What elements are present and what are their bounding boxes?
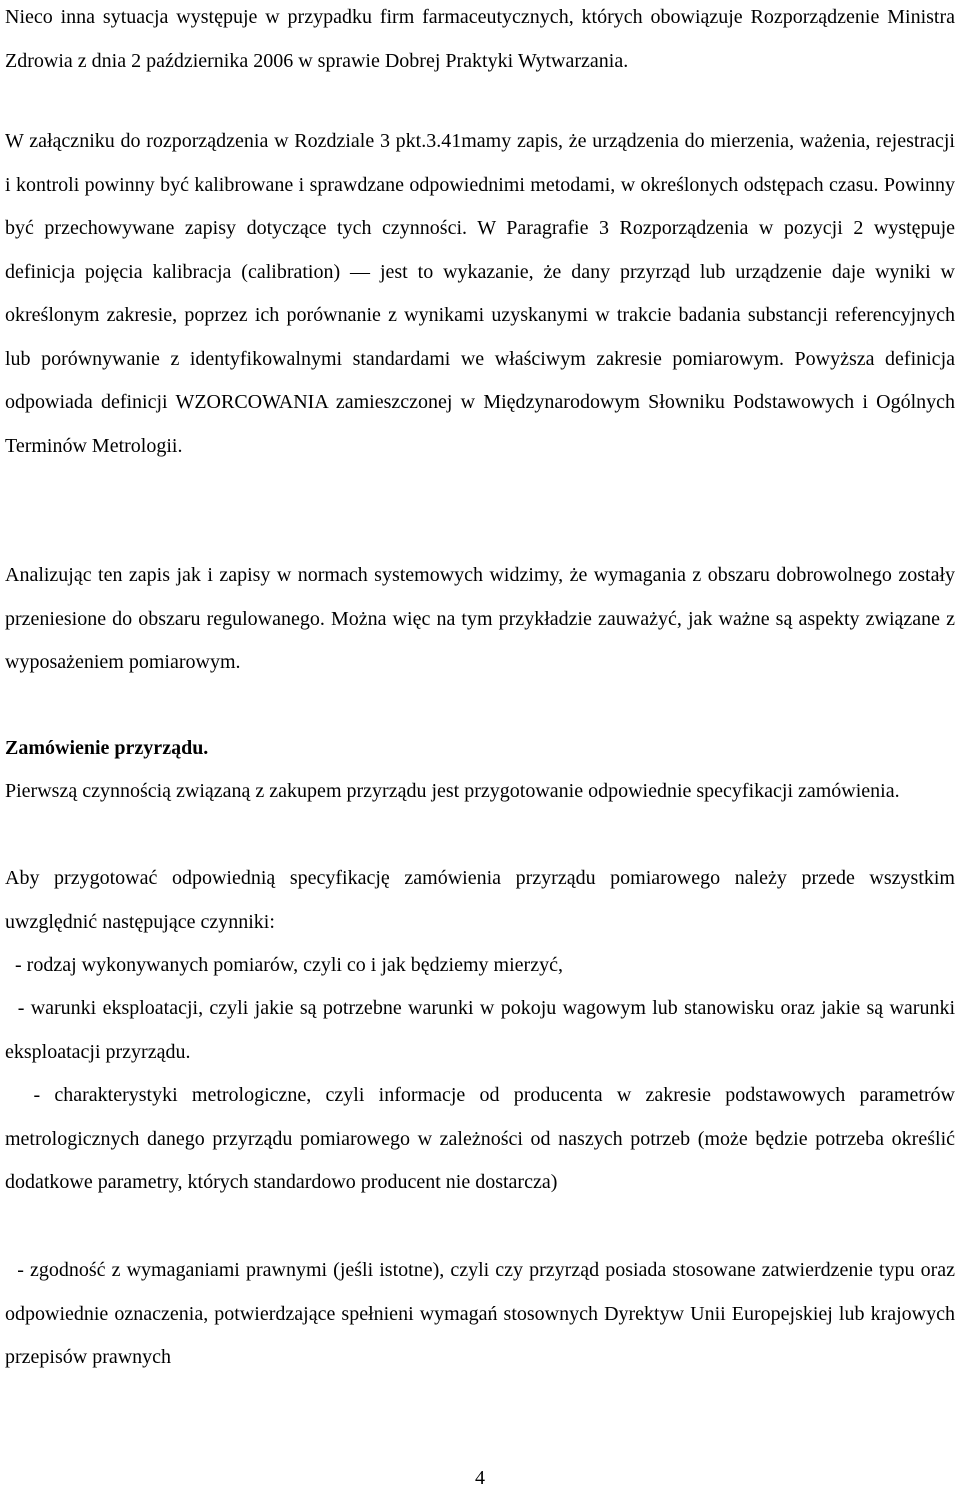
paragraph-first-step: Pierwszą czynnością związaną z zakupem przyrządu jest przygotowanie odpowiednie specyfikacji zamówienia. — [5, 780, 900, 802]
paragraph-pharma-intro: Nieco inna sytuacja występuje w przypadku firm farmaceutycznych, których obowiązuje Rozporządzenie Ministra Zdrowia z dnia 2 października 2006 w sprawie Dobrej Praktyki Wytwarzania. — [5, 6, 955, 72]
paragraph-factors-intro: Aby przygotować odpowiednią specyfikację zamówienia przyrządu pomiarowego należy przede wszystkim uwzględnić następujące czynniki: — [5, 867, 955, 933]
list-item-measurements: - rodzaj wykonywanych pomiarów, czyli co i jak będziemy mierzyć, — [5, 954, 563, 976]
list-item-metrological-characteristics: - charakterystyki metrologiczne, czyli informacje od producenta w zakresie podstawowych parametrów metrologicznych danego przyrządu pomiarowego w zależności od naszych potrzeb (może będzie potrzeba określić dodatkowe parametry, których standardowo producent nie dostarcza) — [5, 1084, 960, 1193]
paragraph-analysis: Analizując ten zapis jak i zapisy w normach systemowych widzimy, że wymagania z obszaru dobrowolnego zostały przeniesione do obszaru regulowanego. Można więc na tym przykładzie zauważyć, jak ważne są aspekty związane z wyposażeniem pomiarowym. — [5, 564, 955, 673]
section-heading: Zamówienie przyrządu. — [5, 737, 209, 759]
list-item-legal-compliance: - zgodność z wymaganiami prawnymi (jeśli istotne), czyli czy przyrząd posiada stosowane zatwierdzenie typu oraz odpowiednie oznaczenia, potwierdzające spełnieni wymagań stosownych Dyrektyw Unii Europejskiej lub krajowych przepisów prawnych — [5, 1259, 960, 1368]
page-number: 4 — [475, 1467, 485, 1489]
list-item-operating-conditions: - warunki eksploatacji, czyli jakie są potrzebne warunki w pokoju wagowym lub stanowisku oraz jakie są warunki eksploatacji przyrządu. — [5, 997, 960, 1063]
paragraph-annex-calibration: W załączniku do rozporządzenia w Rozdziale 3 pkt.3.41mamy zapis, że urządzenia do mierzenia, ważenia, rejestracji i kontroli powinny być kalibrowane i sprawdzane odpowiednimi metodami, w określonych odstępach czasu. Powinny być przechowywane zapisy dotyczące tych czynności. W Paragrafie 3 Rozporządzenia w pozycji 2 występuje definicja pojęcia kalibracja (calibration) — jest to wykazanie, że dany przyrząd lub urządzenie daje wyniki w określonym zakresie, poprzez ich porównanie z wynikami uzyskanymi w trakcie badania substancji referencyjnych lub porównywanie z identyfikowalnymi standardami we właściwym zakresie pomiarowym. Powyższa definicja odpowiada definicji WZORCOWANIA zamieszczonej w Międzynarodowym Słowniku Podstawowych i Ogólnych Terminów Metrologii. — [5, 130, 955, 457]
